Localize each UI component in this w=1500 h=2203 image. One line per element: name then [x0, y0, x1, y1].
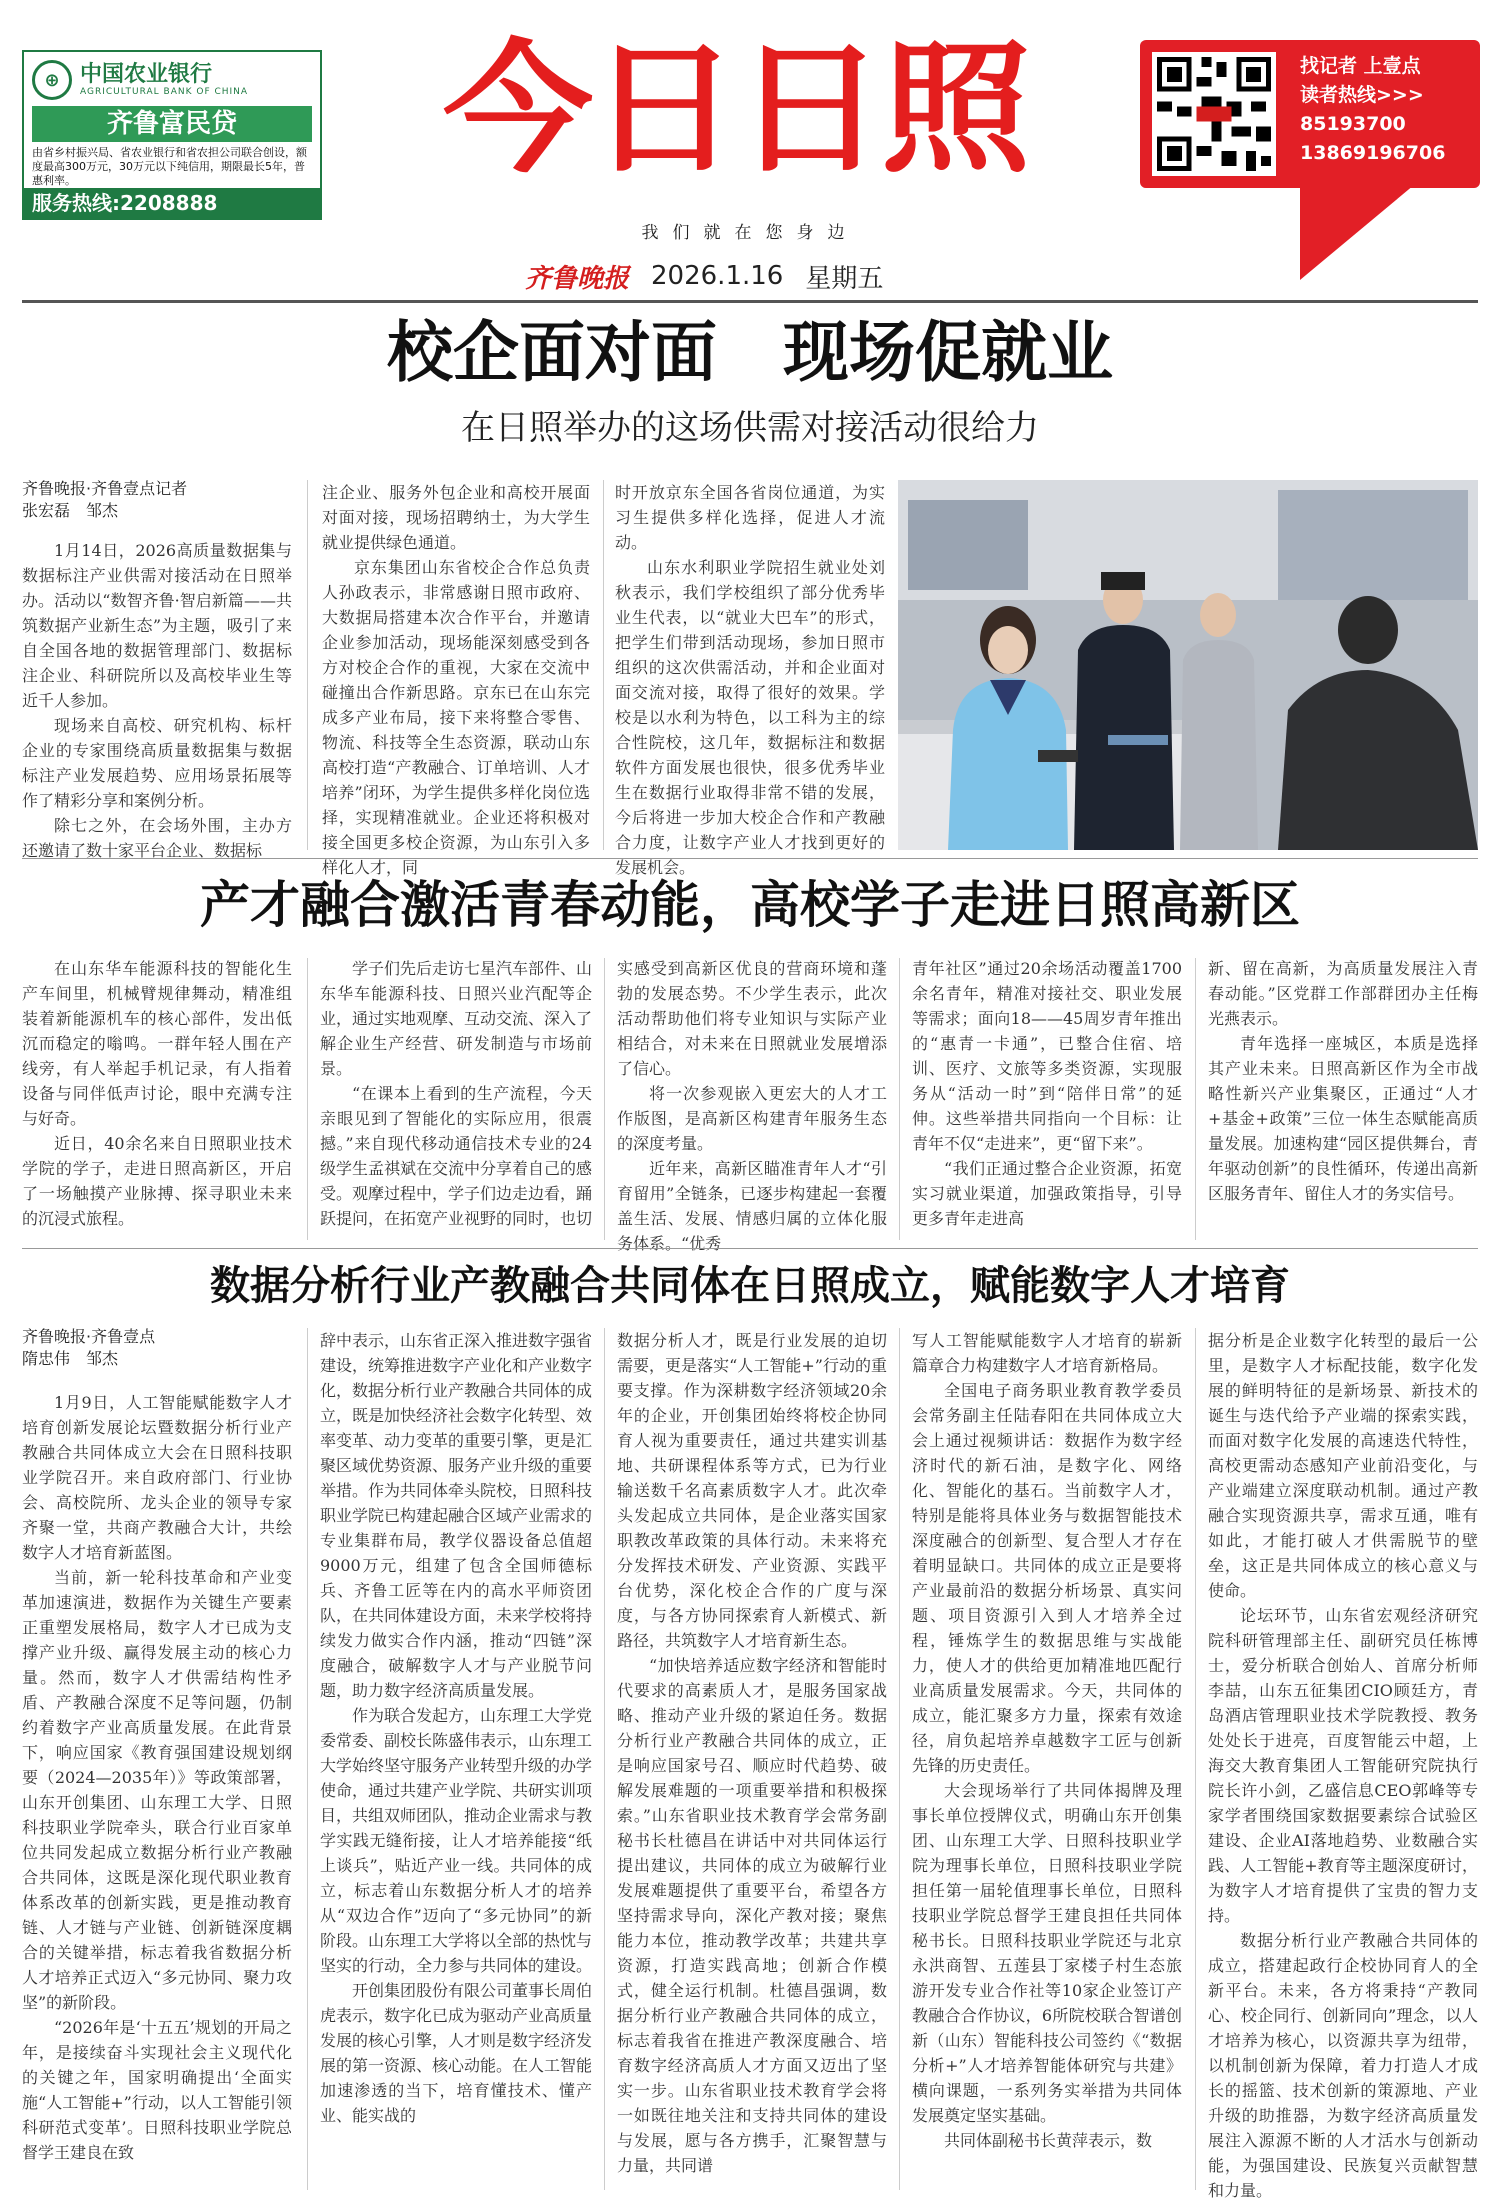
contact-tail	[1300, 180, 1420, 280]
article1-byline	[22, 478, 212, 522]
paragraph: 山东水利职业学院招生就业处刘秋表示，我们学校组织了部分优秀毕业生代表，以“就业大巴车”的形式，把学生们带到活动现场，参加日照市组织的这次供需活动，并和企业面对面交流对接，取得了很好的效果。学校是以水利为特色，以工科为主的综合性院校，这几年，数据标注和数据软件方面发展也很快，很多优秀毕业生在数据行业取得非常不错的发展，今后将进一步加大校企合作和产教融合力度，让数字产业人才找到更好的发展机会。	[615, 558, 885, 877]
paragraph: “加快培养适应数字经济和智能时代要求的高素质人才，是服务国家战略、推动产业升级的紧迫任务。数据分析行业产教融合共同体的成立，正是响应国家号召、顺应时代趋势、破解发展难题的一项重要举措和积极探索。”山东省职业技术教育学会常务副秘书长杜德昌在讲话中对共同体运行提出建议，共同体的成立为破解行业发展难题提供了重要平台，希望各方坚持需求导向，深化产教对接；聚焦能力本位，推动教学改革；共建共享资源，打造实践高地；创新合作模式，健全运行机制。杜德昌强调，数据分析行业产教融合共同体的成立，标志着我省在推进产教深度融合、培育数字经济高质人才方面又迈出了坚实一步。山东省职业技术教育学会将一如既往地关注和支持共同体的建设与发展，愿与各方携手，汇聚智慧与力量，共同谱	[617, 1656, 887, 2175]
article3-byline-1: 齐鲁晚报·齐鲁壹点	[22, 1327, 156, 1346]
article3-byline	[22, 1326, 212, 1370]
column-divider	[899, 1328, 900, 2190]
paragraph: 学子们先后走访七星汽车部件、山东华车能源科技、日照兴业汽配等企业，通过实地观摩、互动交流、深入了解企业生产经营、研发制造与市场前景。	[320, 959, 593, 1078]
column-divider	[603, 480, 604, 850]
paragraph: 青年社区”通过20余场活动覆盖1700余名青年，精准对接社交、职业发展等需求；面向18——45周岁青年推出的“惠青一卡通”，已整合住宿、培训、医疗、文旅等多类资源，实现服务从“活动一时”到“陪伴日常”的延伸。这些举措共同指向一个目标：让青年不仅“走进来”，更“留下来”。	[912, 959, 1182, 1153]
article1-subhead: 在日照举办的这场供需对接活动很给力	[461, 408, 1039, 448]
masthead-title: 今日日照	[442, 27, 1027, 193]
paragraph: 全国电子商务职业教育教学委员会常务副主任陆春阳在共同体成立大会上通过视频讲话：数据作为数字经济时代的新石油，是数字化、网络化、智能化的基石。当前数字人才，特别是能将具体业务与数据智能技术深度融合的创新型、复合型人才存在着明显缺口。共同体的成立正是要将产业最前沿的数据分析场景、真实问题、项目资源引入到人才培养全过程，锤炼学生的数据思维与实战能力，使人才的供给更加精准地匹配行业高质量发展需求。今天，共同体的成立，能汇聚多方力量，探索有效途径，肩负起培养卓越数字工匠与创新先锋的历史责任。	[912, 1381, 1182, 1775]
article1-byline-2: 张宏磊 邹杰	[22, 501, 119, 520]
paragraph: 京东集团山东省校企合作总负责人孙政表示，非常感谢日照市政府、大数据局搭建本次合作平台，并邀请企业参加活动，现场能深刻感受到各方对校企合作的重视，大家在交流中碰撞出合作新思路。京东已在山东完成多产业布局，接下来将整合零售、物流、科技等全生态资源，联动山东高校打造“产教融合、订单培训、人才培养”闭环，为学生提供多样化岗位选择，实现精准就业。企业还将积极对接全国更多校企资源，为山东引入多样化人才，同	[322, 558, 590, 877]
slogan: 我们就在您身边	[641, 223, 859, 243]
top-rule	[22, 300, 1478, 303]
paragraph: 现场来自高校、研究机构、标杆企业的专家围绕高质量数据集与数据标注产业发展趋势、应用场景拓展等作了精彩分享和案例分析。	[22, 716, 292, 810]
contact-box	[1140, 40, 1480, 210]
column-divider	[1195, 1328, 1196, 2190]
column-divider	[307, 480, 308, 850]
article1-headline: 校企面对面 现场促就业	[387, 313, 1113, 391]
paragraph: 大会现场举行了共同体揭牌及理事长单位授牌仪式，明确山东开创集团、山东理工大学、日照科技职业学院为理事长单位，日照科技职业学院担任第一届轮值理事长单位，日照科技职业学院总督学王建良担任共同体秘书长。日照科技职业学院还与北京永洪商智、五莲县丁家楼子村生态旅游开发专业合作社等10家企业签订产教融合合作协议，6所院校联合智谱创新（山东）智能科技公司签约《“数据分析+”人才培养智能体研究与共建》横向课题，一系列务实举措为共同体发展奠定坚实基础。	[912, 1781, 1182, 2125]
paragraph: 据分析是企业数字化转型的最后一公里，是数字人才标配技能，数字化发展的鲜明特征的是新场景、新技术的诞生与迭代给予产业端的探索实践，而面对数字化发展的高速迭代特性，高校更需动态感知产业前沿变化，与产业端建立深度联动机制。通过产教融合实现资源共享，需求互通，唯有如此，才能打破人才供需脱节的壁垒，这正是共同体成立的核心意义与使命。	[1208, 1331, 1478, 1600]
paragraph: “在课本上看到的生产流程，今天亲眼见到了智能化的实际应用，很震撼。”来自现代移动通信技术专业的24级学生孟祺斌在交流中分享着自己的感受。观摩过程中，学子们边走边看，踊跃提问，在拓宽产业视野的同时，也切	[320, 1084, 593, 1228]
issue-date: 2026.1.16	[651, 261, 784, 291]
issue-weekday: 星期五	[805, 263, 884, 294]
paragraph: 共同体副秘书长黄萍表示，数	[944, 2131, 1153, 2150]
paragraph: 1月14日，2026高质量数据集与数据标注产业供需对接活动在日照举办。活动以“数智齐鲁·智启新篇——共筑数据产业新生态”为主题，吸引了来自全国各地的数据管理部门、数据标注企业、科研院所以及高校毕业生等近千人参加。	[22, 541, 292, 710]
article2-col1	[22, 956, 292, 1241]
paragraph: 在山东华车能源科技的智能化生产车间里，机械臂规律舞动，精准组装着新能源机车的核心部件，发出低沉而稳定的嗡鸣。一群年轻人围在产线旁，有人举起手机记录，有人指着设备与同伴低声讨论，眼中充满专注与好奇。	[22, 959, 292, 1128]
column-divider	[604, 958, 605, 1240]
paragraph: “我们正通过整合企业资源，拓宽实习就业渠道，加强政策指导，引导更多青年走进高	[912, 1159, 1182, 1228]
article2-headline: 产才融合激活青春动能，高校学子走进日照高新区	[200, 875, 1300, 934]
contact-line-2: 读者热线>>>	[1300, 84, 1424, 106]
paragraph: 辞中表示，山东省正深入推进数字强省建设，统筹推进数字产业化和产业数字化，数据分析行业产教融合共同体的成立，既是加快经济社会数字化转型、效率变革、动力变革的重要引擎，更是汇聚区域优势资源、服务产业升级的重要举措。作为共同体牵头院校，日照科技职业学院已构建起融合区域产业需求的专业集群布局，教学仪器设备总值超9000万元，组建了包含全国师德标兵、齐鲁工匠等在内的高水平师资团队，在共同体建设方面，未来学校将持续发力做实合作内涵，推动“四链”深度融合，破解数字人才与产业脱节问题，助力数字经济高质量发展。	[320, 1331, 593, 1700]
article3-col5	[1208, 1328, 1478, 2200]
paragraph: 将一次参观嵌入更宏大的人才工作版图，是高新区构建青年服务生态的深度考量。	[617, 1084, 887, 1153]
paragraph: 实感受到高新区优良的营商环境和蓬勃的发展态势。不少学生表示，此次活动帮助他们将专业知识与实际产业相结合，对未来在日照就业发展增添了信心。	[617, 959, 887, 1078]
contact-phone-1[interactable]: 85193700	[1300, 113, 1406, 135]
paragraph: 论坛环节，山东省宏观经济研究院科研管理部主任、副研究员任栋博士，爱分析联合创始人、首席分析师李喆，山东五征集团CIO顾廷方，青岛酒店管理职业技术学院教授、教务处处长于进亮，百度智能云中超，上海交大教育集团人工智能研究院执行院长许小剑，乙盛信息CEO郭峰等专家学者围绕国家数据要素综合试验区建设、企业AI落地趋势、业数融合实践、人工智能+教育等主题深度研讨，为数字人才培育提供了宝贵的智力支持。	[1208, 1606, 1478, 1925]
paragraph: 当前，新一轮科技革命和产业变革加速演进，数据作为关键生产要素正重塑发展格局，数字人才已成为支撑产业升级、赢得发展主动的核心力量。然而，数字人才供需结构性矛盾、产教融合深度不足等问题，仍制约着数字产业高质量发展。在此背景下，响应国家《教育强国建设规划纲要（2024—2035年）》等政策部署，山东开创集团、山东理工大学、日照科技职业学院牵头，联合行业百家单位共同发起成立数据分析行业产教融合共同体，这既是深化现代职业教育体系改革的创新实践，更是推动教育链、人才链与产业链、创新链深度耦合的关键举措，标志着我省数据分析人才培养正式迈入“多元协同、聚力攻坚”的新阶段。	[22, 1568, 292, 2012]
paragraph: “2026年是‘十五五’规划的开局之年，是接续奋斗实现社会主义现代化的关键之年，国家明确提出‘全面实施“人工智能+”行动，以人工智能引领科研范式变革’。日照科技职业学院总督学王建良在致	[22, 2018, 292, 2162]
bank-logo-row	[24, 52, 320, 102]
contact-line-1: 找记者 上壹点	[1300, 55, 1421, 77]
article1-col3	[615, 480, 885, 877]
article3-byline-2: 隋忠伟 邹杰	[22, 1349, 119, 1368]
bank-ad	[22, 50, 322, 220]
article2-col3	[617, 956, 887, 1253]
column-divider	[604, 1328, 605, 2190]
paragraph: 数据分析人才，既是行业发展的迫切需要，更是落实“人工智能+”行动的重要支撑。作为深耕数字经济领域20余年的企业，开创集团始终将校企协同育人视为重要责任，通过共建实训基地、共研课程体系等方式，已为行业输送数千名高素质数字人才。此次牵头发起成立共同体，是企业落实国家职教改革政策的具体行动。未来将充分发挥技术研发、产业资源、实践平台优势，深化校企合作的广度与深度，与各方协同探索育人新模式、新路径，共筑数字人才培育新生态。	[617, 1331, 887, 1650]
article2-col2	[320, 956, 592, 1241]
contact-phone-2[interactable]: 13869196706	[1300, 142, 1446, 164]
column-divider	[307, 958, 308, 1240]
bank-hotline: 服务热线:2208888	[24, 188, 320, 218]
article3-headline: 数据分析行业产教融合共同体在日照成立，赋能数字人才培育	[210, 1262, 1290, 1309]
bank-logo-icon: ⊕	[32, 60, 72, 100]
news-photo	[898, 480, 1478, 850]
paragraph: 1月9日，人工智能赋能数字人才培育创新发展论坛暨数据分析行业产教融合共同体成立大会在日照科技职业学院召开。来自政府部门、行业协会、高校院所、龙头企业的领导专家齐聚一堂，共商产教融合大计，共绘数字人才培育新蓝图。	[22, 1393, 292, 1562]
article1-byline-1: 齐鲁晚报·齐鲁壹点记者	[22, 479, 188, 498]
section-rule	[22, 1248, 1478, 1249]
paragraph: 时开放京东全国各省岗位通道，为实习生提供多样化选择，促进人才流动。	[615, 483, 885, 552]
bank-desc: 由省乡村振兴局、省农业银行和省农担公司联合创设，额度最高300万元，30万元以下纯信用，期限最长5年，普惠利率。	[32, 146, 307, 187]
dateline	[525, 258, 1025, 294]
article3-col1	[22, 1390, 292, 2190]
section-rule	[22, 858, 1478, 859]
bank-name-en: AGRICULTURAL BANK OF CHINA	[80, 87, 249, 97]
article3-col4	[912, 1328, 1182, 2190]
paragraph: 除七之外，在会场外围，主办方还邀请了数十家平台企业、数据标	[22, 816, 292, 860]
paragraph: 近年来，高新区瞄准青年人才“引育留用”全链条，已逐步构建起一套覆盖生活、发展、情感归属的立体化服务体系。“优秀	[617, 1159, 887, 1253]
paragraph: 数据分析行业产教融合共同体的成立，搭建起政行企校协同育人的全新平台。未来，各方将秉持“产教同心、校企同行、创新同向”理念，以人才培养为核心，以资源共享为纽带，以机制创新为保障，着力打造人才成长的摇篮、技术创新的策源地、产业升级的助推器，为数字经济高质量发展注入源源不断的人才活水与创新动能，为强国建设、民族复兴贡献智慧和力量。	[1208, 1931, 1478, 2200]
paragraph: 写人工智能赋能数字人才培育的崭新篇章合力构建数字人才培育新格局。	[912, 1331, 1182, 1375]
paper-name: 齐鲁晚报	[525, 263, 630, 294]
bank-name: 中国农业银行	[80, 62, 213, 87]
paragraph: 作为联合发起方，山东理工大学党委常委、副校长陈盛伟表示，山东理工大学始终坚守服务产业转型升级的办学使命，通过共建产业学院、共研实训项目，共组双师团队，推动企业需求与教学实践无缝衔接，让人才培养能接“纸上谈兵”，贴近产业一线。共同体的成立，标志着山东数据分析人才的培养从“双边合作”迈向了“多元协同”的新阶段。山东理工大学将以全部的热忱与坚实的行动，全力参与共同体的建设。	[320, 1706, 593, 1975]
paragraph: 注企业、服务外包企业和高校开展面对面对接，现场招聘纳士，为大学生就业提供绿色通道。	[322, 483, 590, 552]
contact-lines	[1300, 52, 1445, 168]
paragraph: 近日，40余名来自日照职业技术学院的学子，走进日照高新区，开启了一场触摸产业脉搏、探寻职业未来的沉浸式旅程。	[22, 1134, 292, 1228]
article1-col2	[322, 480, 590, 877]
qr-code-icon[interactable]	[1152, 52, 1276, 176]
masthead	[365, 27, 1105, 200]
article2-col5	[1208, 956, 1478, 1241]
article2-col4	[912, 956, 1182, 1241]
bank-product: 齐鲁富民贷	[32, 106, 312, 142]
article1-col1	[22, 538, 292, 860]
article3-col3	[617, 1328, 887, 2190]
article3-col2	[320, 1328, 592, 2190]
paragraph: 开创集团股份有限公司董事长周伯虎表示，数字化已成为驱动产业高质量发展的核心引擎，人才则是数字经济发展的第一资源、核心动能。在人工智能加速渗透的当下，培育懂技术、懂产业、能实战的	[320, 1981, 593, 2125]
paragraph: 青年选择一座城区，本质是选择其产业未来。日照高新区作为全市战略性新兴产业集聚区，正通过“人才+基金+政策”三位一体生态赋能高质量发展。加速构建“园区提供舞台，青年驱动创新”的良性循环，传递出高新区服务青年、留住人才的务实信号。	[1208, 1034, 1478, 1203]
paragraph: 新、留在高新，为高质量发展注入青春动能。”区党群工作部群团办主任梅光燕表示。	[1208, 959, 1478, 1028]
column-divider	[307, 1328, 308, 2190]
column-divider	[899, 958, 900, 1240]
column-divider	[1195, 958, 1196, 1240]
